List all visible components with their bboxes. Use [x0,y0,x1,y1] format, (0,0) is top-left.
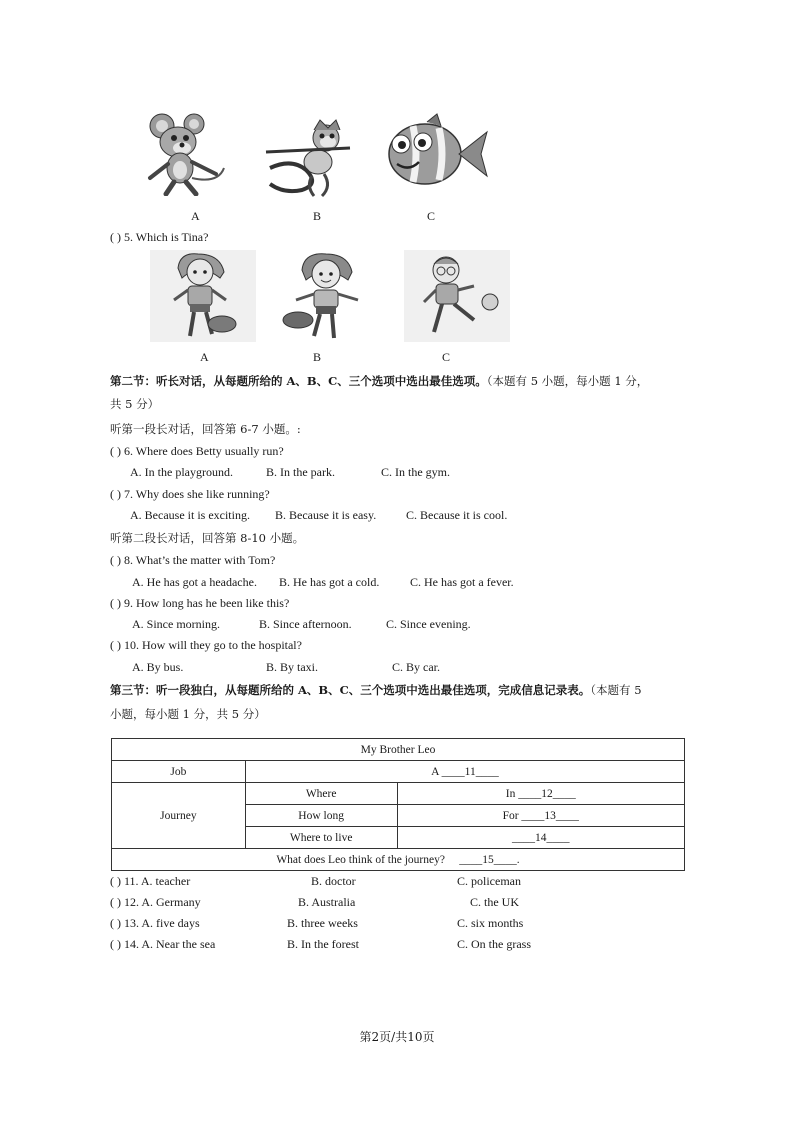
section2-heading-bold: 第二节：听长对话，从每题所给的 A、B、C、三个选项中选出最佳选项。 [110,374,487,388]
q6-option-a: A. In the playground. [130,465,233,479]
girl-kicking-ball-a-picture [150,250,256,342]
where-value: In ____12____ [397,783,685,805]
q12-option-b: B. Australia [298,895,356,909]
where-label: Where [245,783,397,805]
table-title: My Brother Leo [112,739,685,761]
q12-option-c: C. the UK [470,895,519,909]
q4-option-a-label: A [191,209,200,223]
q8-option-c: C. He has got a fever. [410,575,514,589]
q10-question: ( ) 10. How will they go to the hospital? [110,638,302,652]
q7-option-b: B. Because it is easy. [275,508,377,522]
q7-option-c: C. Because it is cool. [406,508,508,522]
q8-option-b: B. He has got a cold. [279,575,380,589]
q6-question: ( ) 6. Where does Betty usually run? [110,444,284,458]
q5-option-b-label: B [313,350,322,364]
section2-heading-cont: 共 5 分） [110,397,160,411]
boy-with-glasses-kicking-ball-picture [404,250,510,342]
q9-option-b: B. Since afternoon. [259,617,352,631]
q4-option-c-label: C [427,209,436,223]
section3-heading [110,682,642,698]
q10-option-a: A. By bus. [132,660,184,674]
clownfish-cartoon-picture [383,112,489,192]
q6-option-b: B. In the park. [266,465,335,479]
q9-option-a: A. Since morning. [132,617,220,631]
q12-question: ( ) 12. A. Germany [110,895,201,909]
q11-option-b: B. doctor [311,874,356,888]
dialogue1-intro: 听第一段长对话，回答第 6-7 小题。: [110,422,301,436]
howlong-label: How long [245,805,397,827]
q7-question: ( ) 7. Why does she like running? [110,487,270,501]
q8-option-a: A. He has got a headache. [132,575,257,589]
mouse-cartoon-picture [138,108,230,196]
section3-heading-bold: 第三节：听一段独白，从每题所给的 A、B、C、三个选项中选出最佳选项，完成信息记录表。 [110,683,591,697]
section3-heading-cont: 小题，每小题 1 分，共 5 分） [110,707,266,721]
q9-question: ( ) 9. How long has he been like this? [110,596,290,610]
dialogue2-intro: 听第二段长对话，回答第 8-10 小题。 [110,531,305,545]
job-label: Job [112,761,246,783]
q11-option-c: C. policeman [457,874,521,888]
q14-question: ( ) 14. A. Near the sea [110,937,216,951]
q5-option-c-label: C [442,350,451,364]
girl-kicking-ball-b-picture [276,250,376,342]
section3-heading-note: （本题有 5 [590,683,642,697]
q13-option-c: C. six months [457,916,524,930]
q10-option-b: B. By taxi. [266,660,319,674]
q13-question: ( ) 13. A. five days [110,916,200,930]
section2-heading [110,373,648,389]
info-record-table [111,738,685,871]
q14-option-b: B. In the forest [287,937,359,951]
q5-question: ( ) 5. Which is Tina? [110,230,209,244]
page-footer: 第2页/共10页 [359,1030,435,1044]
live-value: ____14____ [397,827,685,849]
q7-option-a: A. Because it is exciting. [130,508,250,522]
q10-option-c: C. By car. [392,660,440,674]
think-row: What does Leo think of the journey? ____15____. [112,849,685,871]
q4-option-b-label: B [313,209,322,223]
live-label: Where to live [245,827,397,849]
journey-label: Journey [112,783,246,849]
howlong-value: For ____13____ [397,805,685,827]
q5-option-a-label: A [200,350,209,364]
section2-heading-note: （本题有 5 小题，每小题 1 分， [486,374,649,388]
q9-option-c: C. Since evening. [386,617,471,631]
q6-option-c: C. In the gym. [381,465,450,479]
q11-question: ( ) 11. A. teacher [110,874,191,888]
q13-option-b: B. three weeks [287,916,358,930]
q14-option-c: C. On the grass [457,937,531,951]
job-value: A ____11____ [245,761,684,783]
monkey-cartoon-picture [262,118,358,198]
q8-question: ( ) 8. What’s the matter with Tom? [110,553,276,567]
